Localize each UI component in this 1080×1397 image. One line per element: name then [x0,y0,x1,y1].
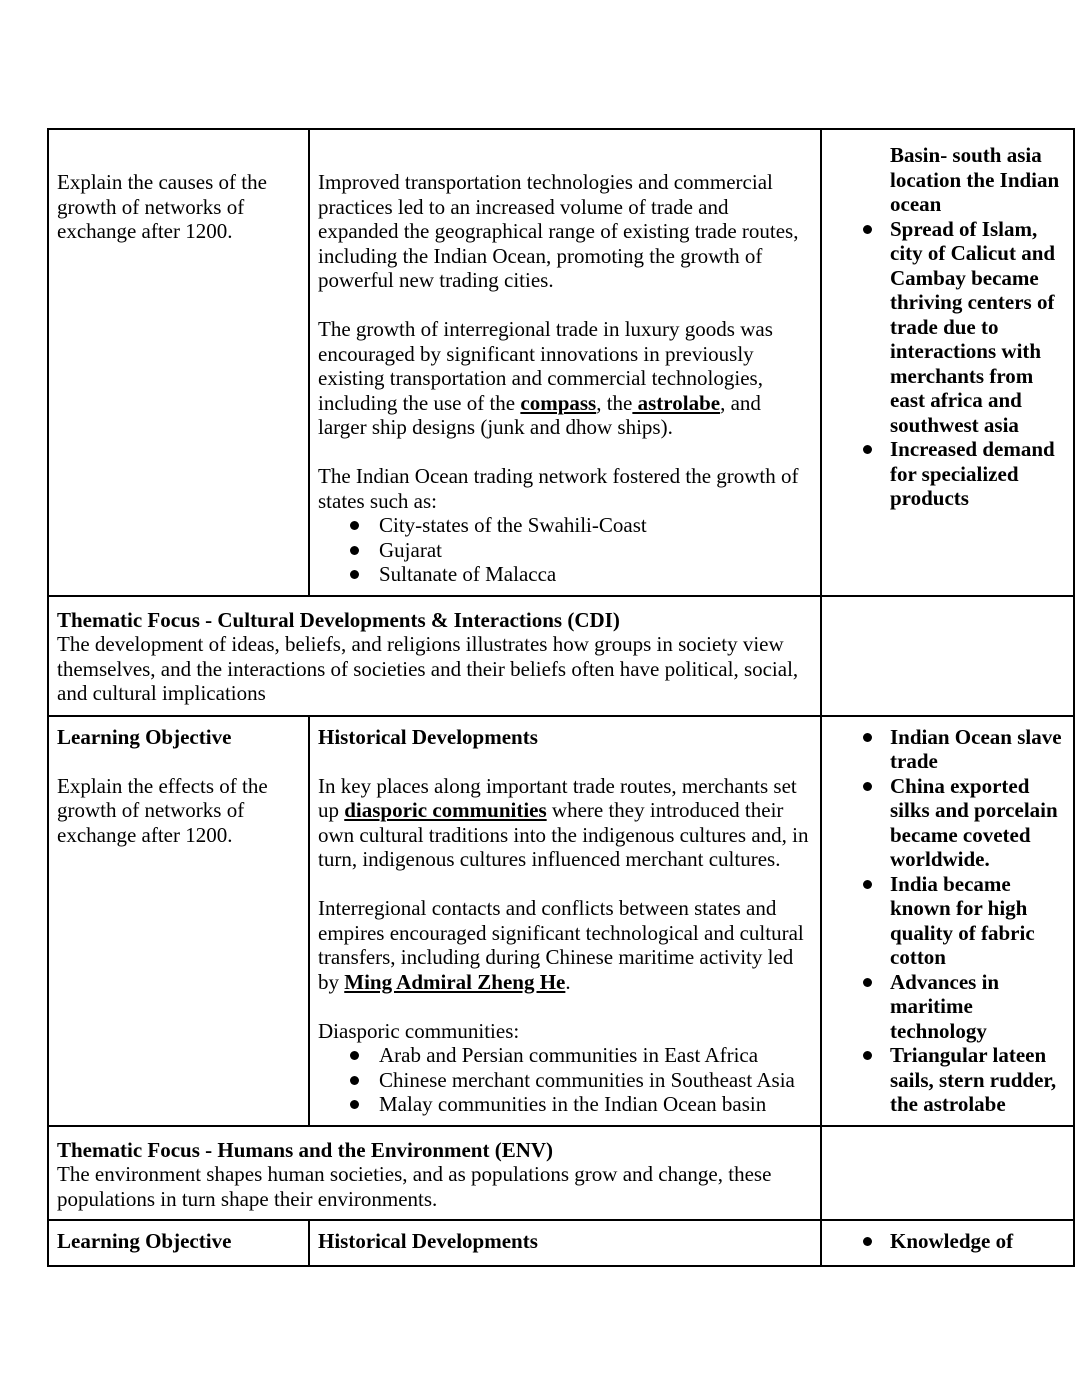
key-term-diasporic-communities: diasporic communities [344,798,547,822]
list-item: Triangular lateen sails, stern rudder, the astrolabe [830,1043,1067,1117]
list-item: Malay communities in the Indian Ocean basin [318,1092,814,1117]
list-item: Knowledge of [830,1229,1067,1254]
cell-developments-header-only [309,1220,821,1266]
objective-text: Explain the causes of the growth of networks of exchange after 1200. [57,170,267,243]
row-thematic-cdi [48,596,1074,716]
developments-paragraph: Diasporic communities: [318,1018,520,1043]
row-causes [48,129,1074,596]
notes-bullet-list [830,725,1067,1117]
list-item: Sultanate of Malacca [318,562,814,587]
cell-notes-partial [821,1220,1074,1266]
cell-thematic-env [48,1126,821,1221]
developments-bullet-list [318,1043,814,1117]
key-term-zheng-he: Ming Admiral Zheng He [344,969,566,994]
key-term-compass: compass [520,390,597,415]
cell-thematic-cdi-empty [821,596,1074,716]
list-item-continuation: Basin- south asia location the Indian ocean [890,143,1060,216]
list-item: Chinese merchant communities in Southeast Asia [318,1068,814,1093]
row-thematic-env [48,1126,1074,1221]
row-next-section-headers [48,1220,1074,1266]
list-item: City-states of the Swahili-Coast [318,513,814,538]
developments-paragraph: The Indian Ocean trading network fostered the growth of states such as: [318,464,799,513]
list-item: Indian Ocean slave trade [830,725,1067,774]
cell-notes-causes [821,129,1074,596]
list-item: Arab and Persian communities in East Africa [318,1043,814,1068]
list-item: Gujarat [318,538,814,563]
study-guide-table [47,128,1075,1267]
objective-text: Explain the effects of the growth of networks of exchange after 1200. [57,773,268,847]
list-item: China exported silks and porcelain became coveted worldwide. [830,774,1067,872]
cell-notes-effects [821,716,1074,1126]
developments-paragraph: Improved transportation technologies and commercial practices led to an increased volume of trade and expanded the geographical range of existing trade routes, including the Indian Ocean, promoting the growth of powerful new trading cities. [318,170,799,292]
learning-objective-header: Learning Objective [57,1229,232,1253]
developments-paragraph: In key places along important trade routes, merchants set up diasporic communities where they introduced their own cultural traditions into the indigenous cultures and, in turn, indigenous cultures influenced merchant cultures. [318,773,809,871]
key-term-astrolabe: astrolabe [632,390,721,415]
thematic-title: Thematic Focus - Cultural Developments & Interactions (CDI) [57,607,620,632]
cell-objective-effects [48,716,309,1126]
list-item: India became known for high quality of fabric cotton [830,872,1067,970]
historical-developments-header: Historical Developments [318,724,538,749]
cell-objective-causes [48,129,309,596]
thematic-description: The development of ideas, beliefs, and religions illustrates how groups in society view themselves, and the interactions of societies and their beliefs often have political, social, and cultural implications [57,632,799,705]
cell-thematic-cdi [48,596,821,716]
row-effects [48,716,1074,1126]
learning-objective-header: Learning Objective [57,724,232,749]
developments-bullet-list [318,513,814,587]
notes-bullet-list [830,143,1067,511]
cell-developments-effects [309,716,821,1126]
cell-developments-causes [309,129,821,596]
thematic-title: Thematic Focus - Humans and the Environment (ENV) [57,1137,554,1162]
developments-paragraph: Interregional contacts and conflicts between states and empires encouraged significant technological and cultural transfers, including during Chinese maritime activity led by Ming Admiral Zheng He. [318,896,804,994]
developments-paragraph: The growth of interregional trade in luxury goods was encouraged by significant innovations in previously existing transportation and commercial technologies, including the use of the compass, the astrolabe, and larger ship designs (junk and dhow ships). [318,317,773,439]
list-item: Spread of Islam, city of Calicut and Cambay became thriving centers of trade due to interactions with merchants from east africa and southwest asia [830,217,1067,438]
list-item: Increased demand for specialized products [830,437,1067,511]
list-item: Advances in maritime technology [830,970,1067,1044]
cell-objective-header-only [48,1220,309,1266]
thematic-description: The environment shapes human societies, and as populations grow and change, these populations in turn shape their environments. [57,1162,772,1211]
historical-developments-header: Historical Developments [318,1229,538,1253]
cell-thematic-env-empty [821,1126,1074,1221]
